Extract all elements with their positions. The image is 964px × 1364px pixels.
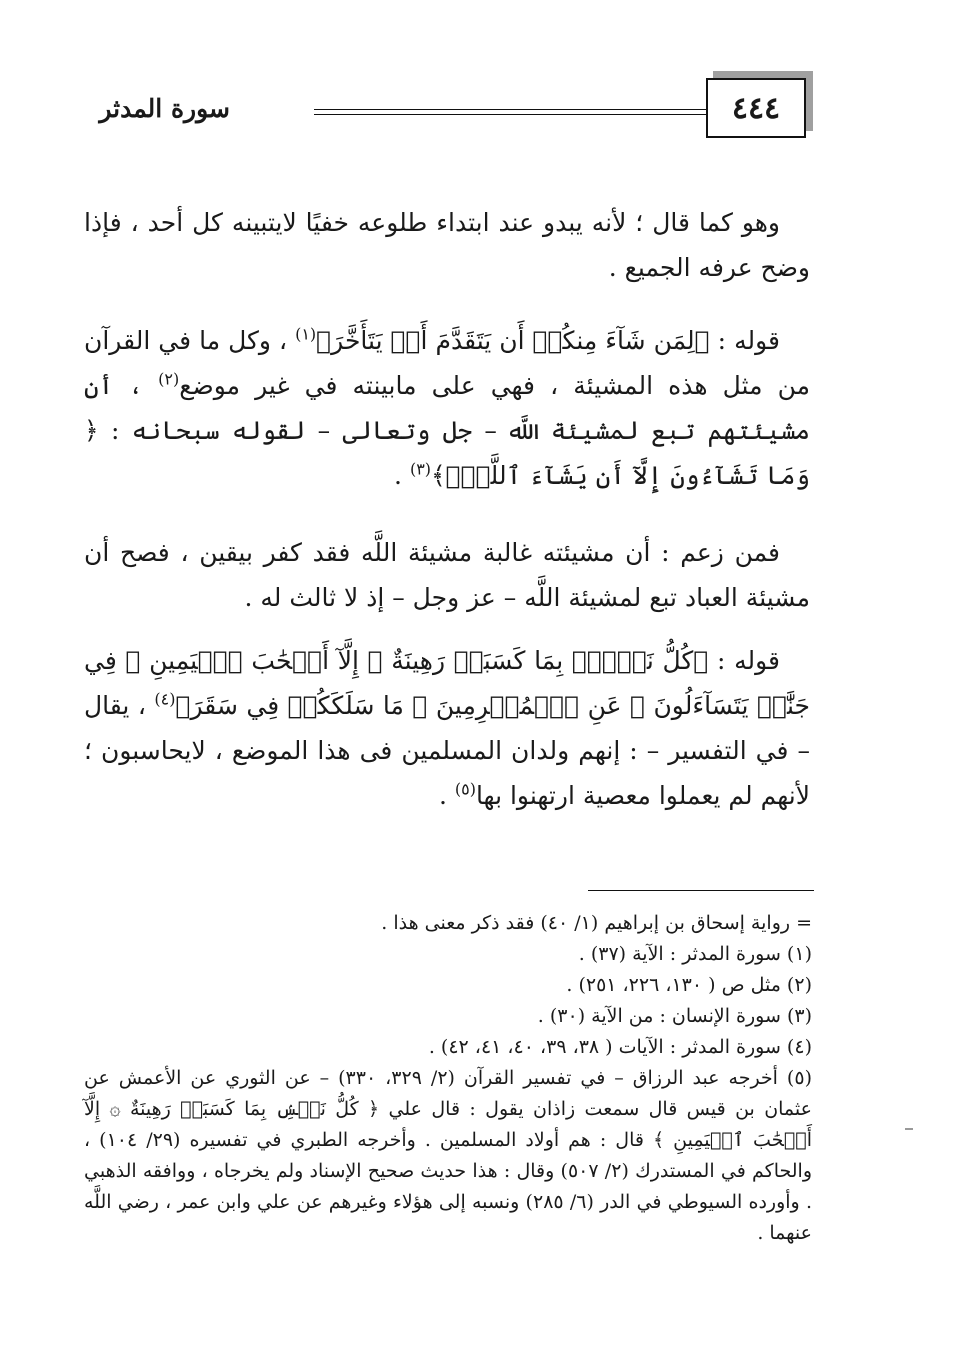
paragraph-4 bbox=[84, 638, 810, 818]
footnote-ref: (٢) bbox=[158, 369, 180, 389]
footnote-ref: (١) bbox=[295, 324, 317, 344]
body-text: ، أن مشيئتهم تبع لمشيئة اللَّه – جل وتعالى – لقوله سبحانه : bbox=[84, 371, 810, 445]
paragraph-text bbox=[84, 638, 810, 818]
quran-verse: ﴿ كُلُّ نَفۡسِۢ بِمَا كَسَبَتۡ رَهِينَةٌ ۞ إِلَّآ أَصۡحَٰبَ ٱلۡيَمِينِ ﴾ bbox=[84, 1098, 812, 1151]
intro-text: قوله : bbox=[708, 646, 780, 675]
quran-verse: ﴿لِمَن شَآءَ مِنكُمۡ أَن يَتَقَدَّمَ أَوۡ يَتَأَخَّرَ﴾ bbox=[316, 326, 710, 355]
footnote-ref: (٣) bbox=[409, 459, 432, 479]
footnote-1: (١) سورة المدثر : الآية (٣٧) . bbox=[578, 943, 812, 965]
page-speck bbox=[905, 1128, 913, 1130]
end-mark: . bbox=[394, 461, 410, 490]
paragraph-2 bbox=[84, 318, 810, 498]
surah-title: سورة المدثر bbox=[99, 94, 230, 123]
paragraph-text: وهو كما قال ؛ لأنه يبدو عند ابتداء طلوعه خفيًا لايتبينه كل أحد ، فإذا وضح عرفه الجميع . bbox=[84, 208, 810, 282]
footnote-ref: (٥) bbox=[454, 779, 476, 799]
footnote-2: (٢) مثل ص ( ١٣٠، ٢٢٦، ٢٥١) . bbox=[566, 974, 812, 996]
page-number: ٤٤٤ bbox=[706, 78, 806, 138]
footnote-continuation: = رواية إسحاق بن إبراهيم (١/ ٤٠) فقد ذكر معنى هذا . bbox=[381, 912, 812, 934]
footnote-text: (٥) أخرجه عبد الرزاق – في تفسير القرآن (٢/ ٣٢٩، ٣٣٠) – عن الثوري عن الأعمش عن عثمان بن قيس قال سمعت زاذان يقول : قال علي bbox=[84, 1067, 812, 1120]
paragraph-3 bbox=[84, 530, 810, 620]
footnote-text: قال : هم أولاد المسلمين . وأخرجه الطبري في تفسيره (٢٩/ ١٠٤) ، والحاكم في المستدرك (٢/ ٥٠٧) وقال : هذا حديث صحيح الإسناد ولم يخرجاه ، ووافقه الذهبي . وأورده السيوطي في الدر (٦/ ٢٨٥) ونسبه إلى هؤلاء وغيرهم عن علي وابن عمر ، رضي اللَّه عنهما . bbox=[84, 1129, 812, 1244]
footnote-5 bbox=[84, 1063, 812, 1249]
paragraph-text: فمن زعم : أن مشيئته غالبة مشيئة اللَّه فقد كفر بيقين ، فصح أن مشيئة العباد تبع لمشيئة اللَّه – عز وجل – إذ لا ثالث له . bbox=[84, 538, 810, 612]
body-text: ، يقال – في التفسير – : إنهم ولدان المسلمين فى هذا الموضع ، لايحاسبون ؛ لأنهم لم يعملوا معصية ارتهنوا بها bbox=[84, 691, 810, 810]
paragraph-text bbox=[84, 318, 810, 498]
header-rule bbox=[314, 109, 706, 110]
quran-verse: ﴿كُلُّ نَفۡسِۢ بِمَا كَسَبَتۡ رَهِينَةٌ ۞ إِلَّآ أَصۡحَٰبَ ٱلۡيَمِينِ ۞ فِي جَنَّٰتٖ يَتَسَآءَلُونَ ۞ عَنِ ٱلۡمُجۡرِمِينَ ۞ مَا سَلَكَكُمۡ فِي سَقَرَ﴾ bbox=[84, 646, 810, 720]
quran-verse: ﴿ وَمَا تَشَآءُونَ إِلَّآ أَن يَشَآءَ ٱللَّهُۚ﴾ bbox=[84, 416, 810, 490]
end-mark: . bbox=[438, 781, 455, 810]
footnote-ref: (٤) bbox=[154, 689, 176, 709]
footnote-divider bbox=[588, 890, 814, 891]
body-text: ، وكل ما في القرآن من مثل هذه المشيئة ، فهي على مابينته في غير موضع bbox=[84, 326, 810, 400]
footnote-4: (٤) سورة المدثر : الآيات ( ٣٨، ٣٩، ٤٠، ٤١، ٤٢) . bbox=[428, 1036, 812, 1058]
footnotes bbox=[84, 908, 812, 1249]
header-rule bbox=[314, 114, 706, 115]
intro-text: قوله : bbox=[709, 326, 780, 355]
footnote-3: (٣) سورة الإنسان : من الآية (٣٠) . bbox=[537, 1005, 812, 1027]
paragraph-1 bbox=[84, 200, 810, 290]
